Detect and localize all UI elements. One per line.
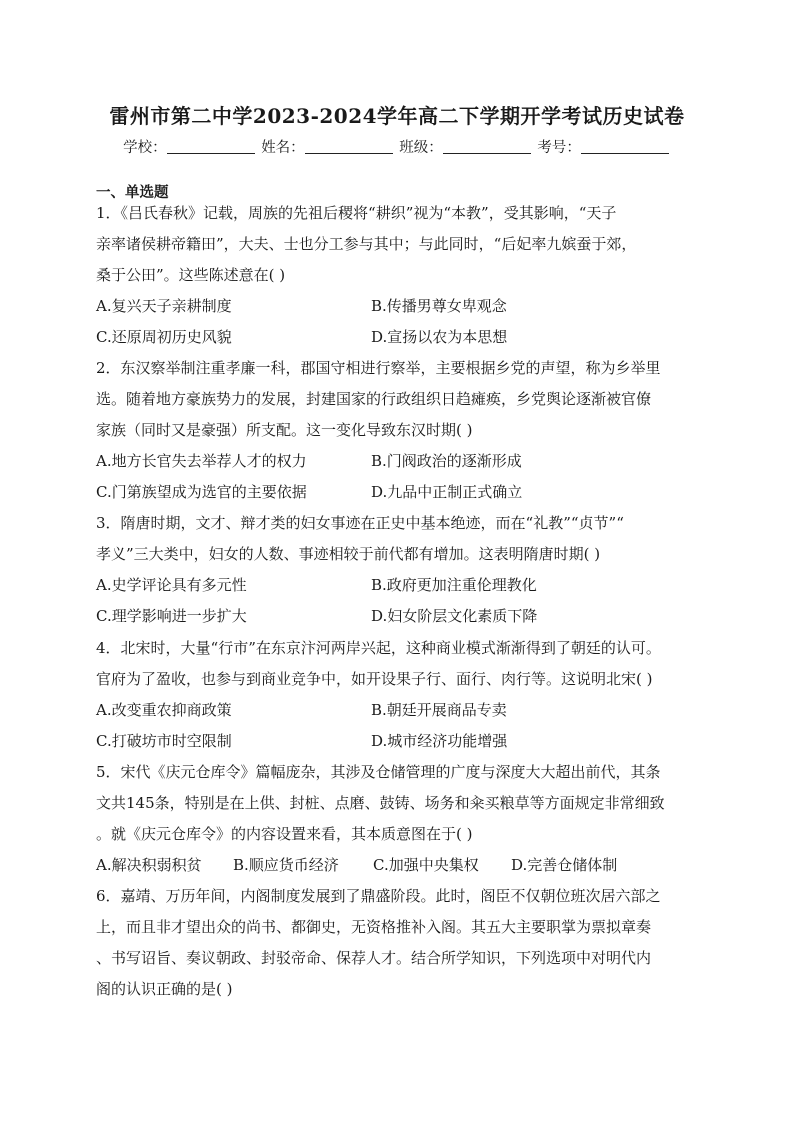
- school-blank[interactable]: [167, 139, 255, 154]
- question-5: [96, 757, 700, 850]
- question-line: 上，而且非才望出众的尚书、都御史，无资格推补入阁。其五大主要职掌为票拟章奏: [96, 918, 652, 936]
- question-5-options: [96, 850, 700, 881]
- student-info-line: [0, 136, 794, 157]
- question-line: 家族（同时又是豪强）所支配。这一变化导致东汉时期( ): [96, 421, 473, 439]
- question-line: 文共145条，特别是在上供、封桩、点磨、鼓铸、场务和籴买粮草等方面规定非常细致: [96, 794, 665, 812]
- option-b[interactable]: B.传播男尊女卑观念: [371, 297, 507, 315]
- question-line: 2．东汉察举制注重孝廉一科，郡国守相进行察举，主要根据乡党的声望，称为乡举里: [96, 359, 661, 377]
- question-line: 5．宋代《庆元仓库令》篇幅庞杂，其涉及仓储管理的广度与深度大大超出前代，其条: [96, 763, 661, 781]
- option-c[interactable]: C.门第族望成为选官的主要依据: [96, 483, 307, 501]
- question-line: 孝义”三大类中，妇女的人数、事迹相较于前代都有增加。这表明隋唐时期( ): [96, 545, 601, 563]
- number-blank[interactable]: [581, 139, 669, 154]
- option-c[interactable]: C.加强中央集权: [373, 856, 479, 874]
- option-d[interactable]: D.城市经济功能增强: [371, 732, 508, 750]
- question-2: [96, 353, 700, 446]
- name-blank[interactable]: [305, 139, 393, 154]
- question-3: [96, 508, 700, 570]
- option-a[interactable]: A.地方长官失去举荐人才的权力: [96, 452, 307, 470]
- question-line: 3．隋唐时期，文才、辩才类的妇女事迹在正史中基本绝迹，而在“礼教”“贞节”“: [96, 514, 624, 532]
- option-b[interactable]: B.顺应货币经济: [233, 856, 339, 874]
- option-d[interactable]: D.妇女阶层文化素质下降: [371, 607, 538, 625]
- option-b[interactable]: B.朝廷开展商品专卖: [371, 701, 507, 719]
- option-a[interactable]: A.改变重农抑商政策: [96, 701, 232, 719]
- school-label: 学校：: [123, 140, 167, 156]
- question-line: 选。随着地方豪族势力的发展，封建国家的行政组织日趋瘫痪，乡党舆论逐渐被官僚: [96, 390, 652, 408]
- question-4: [96, 633, 700, 695]
- option-b[interactable]: B.政府更加注重伦理教化: [371, 576, 537, 594]
- question-1-options: [96, 291, 700, 353]
- exam-title: 雷州市第二中学2023-2024学年高二下学期开学考试历史试卷: [109, 104, 685, 128]
- option-c[interactable]: C.还原周初历史风貌: [96, 328, 232, 346]
- option-a[interactable]: A.史学评论具有多元性: [96, 576, 247, 594]
- option-c[interactable]: C.理学影响进一步扩大: [96, 607, 247, 625]
- question-line: 官府为了盈收，也参与到商业竞争中，如开设果子行、面行、肉行等。这说明北宋( ): [96, 670, 653, 688]
- question-3-options: [96, 570, 700, 632]
- option-a[interactable]: A.解决积弱积贫: [96, 856, 202, 874]
- option-a[interactable]: A.复兴天子亲耕制度: [96, 297, 232, 315]
- section-heading: 一、单选题: [96, 184, 169, 201]
- option-d[interactable]: D.宣扬以农为本思想: [371, 328, 508, 346]
- question-line: 阁的认识正确的是( ): [96, 980, 233, 998]
- question-line: 。就《庆元仓库令》的内容设置来看，其本质意图在于( ): [96, 825, 473, 843]
- question-6: [96, 881, 700, 1005]
- option-c[interactable]: C.打破坊市时空限制: [96, 732, 232, 750]
- class-label: 班级：: [399, 140, 443, 156]
- question-line: 、书写诏旨、奏议朝政、封驳帝命、保荐人才。结合所学知识，下列选项中对明代内: [96, 949, 652, 967]
- question-line: 桑于公田”。这些陈述意在( ): [96, 266, 286, 284]
- question-line: 4．北宋时，大量“行市”在东京汴河两岸兴起，这种商业模式渐渐得到了朝廷的认可。: [96, 639, 661, 657]
- question-line: 1．《吕氏春秋》记载，周族的先祖后稷将“耕织”视为“本教”，受其影响，“天子: [96, 204, 617, 222]
- question-4-options: [96, 695, 700, 757]
- option-d[interactable]: D.九品中正制正式确立: [371, 483, 523, 501]
- question-line: 6．嘉靖、万历年间，内阁制度发展到了鼎盛阶段。此时，阁臣不仅朝位班次居六部之: [96, 887, 661, 905]
- class-blank[interactable]: [443, 139, 531, 154]
- name-label: 姓名：: [261, 140, 305, 156]
- question-2-options: [96, 446, 700, 508]
- question-line: 亲率诸侯耕帝籍田”，大夫、士也分工参与其中；与此同时，“后妃率九嫔蚕于郊，: [96, 235, 637, 253]
- option-d[interactable]: D.完善仓储体制: [511, 856, 618, 874]
- question-1: [96, 198, 700, 291]
- number-label: 考号：: [537, 140, 581, 156]
- option-b[interactable]: B.门阀政治的逐渐形成: [371, 452, 522, 470]
